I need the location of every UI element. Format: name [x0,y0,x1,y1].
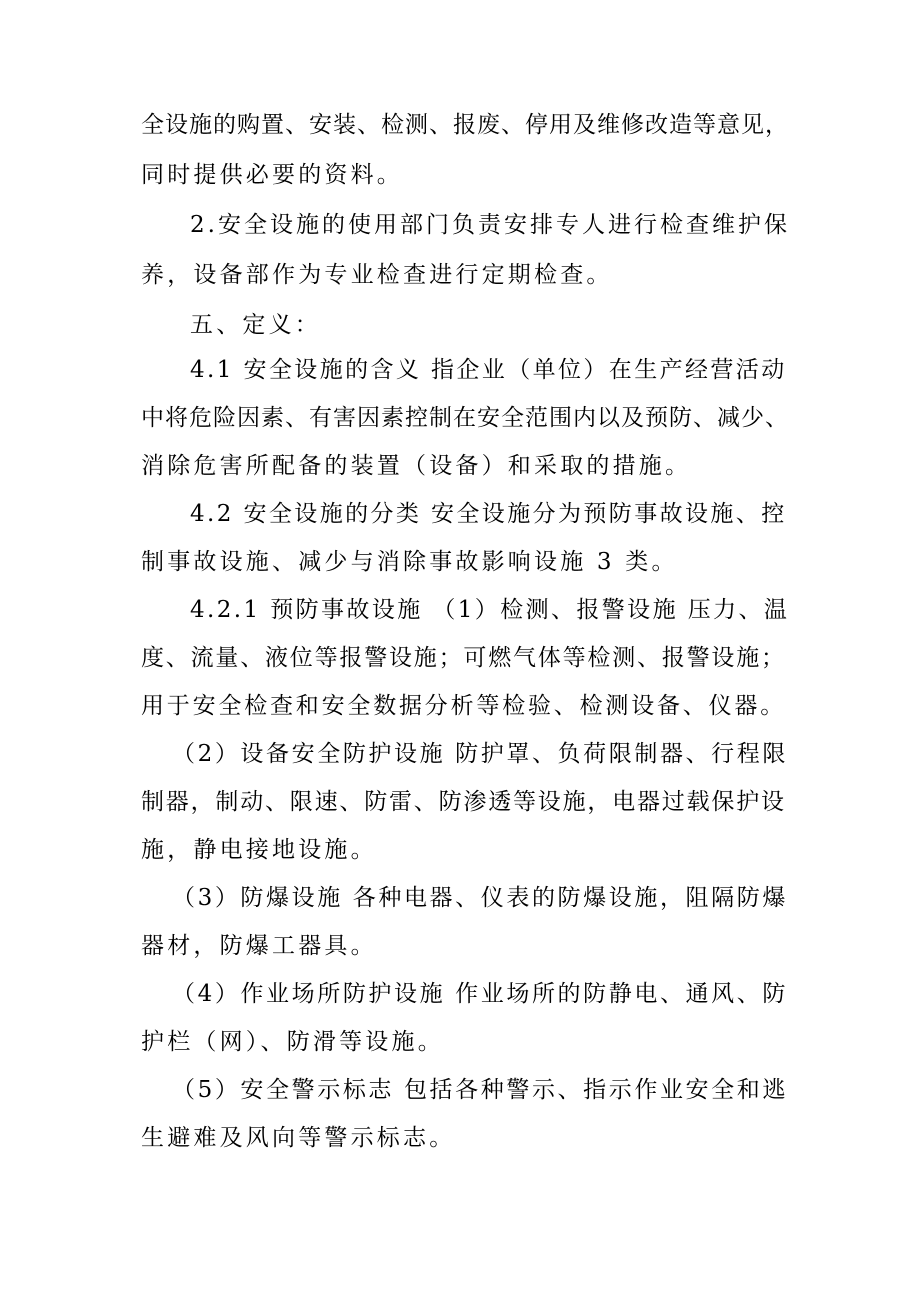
text-line: 2.安全设施的使用部门负责安排专人进行检查维护保 [190,212,790,238]
section-heading: 五、定义： [190,312,321,338]
text-line: 4.2.1 预防事故设施 （1）检测、报警设施 压力、温 [190,597,790,623]
text-line: 消除危害所配备的装置（设备）和采取的措施。 [141,453,692,479]
text-line: 同时提供必要的资料。 [141,162,403,188]
text-line: 施，静电接地设施。 [141,837,377,863]
text-line: （5）安全警示标志 包括各种警示、指示作业安全和逃 [172,1077,788,1103]
text-line: 制器，制动、限速、防雷、防渗透等设施，电器过载保护设 [141,789,786,815]
text-line: 4.1 安全设施的含义 指企业（单位）在生产经营活动 [190,357,787,383]
text-line: 生避难及风向等警示标志。 [141,1125,456,1151]
text-line: 4.2 安全设施的分类 安全设施分为预防事故设施、控 [190,501,787,527]
text-line: 器材，防爆工器具。 [141,933,377,959]
text-line: 用于安全检查和安全数据分析等检验、检测设备、仪器。 [141,693,786,719]
text-line: （2）设备安全防护设施 防护罩、负荷限制器、行程限 [172,741,788,767]
text-line: 养，设备部作为专业检查进行定期检查。 [141,262,613,288]
text-line: 制事故设施、减少与消除事故影响设施 3 类。 [141,549,678,575]
text-line: 护栏（网）、防滑等设施。 [141,1029,444,1055]
text-line: （4）作业场所防护设施 作业场所的防静电、通风、防 [172,981,788,1007]
text-line: （3）防爆设施 各种电器、仪表的防爆设施，阻隔防爆 [172,885,788,911]
text-line: 中将危险因素、有害因素控制在安全范围内以及预防、减少、 [141,405,789,431]
text-line: 度、流量、液位等报警设施；可燃气体等检测、报警设施； [141,645,786,671]
text-line: 全设施的购置、安装、检测、报废、停用及维修改造等意见， [141,112,789,138]
